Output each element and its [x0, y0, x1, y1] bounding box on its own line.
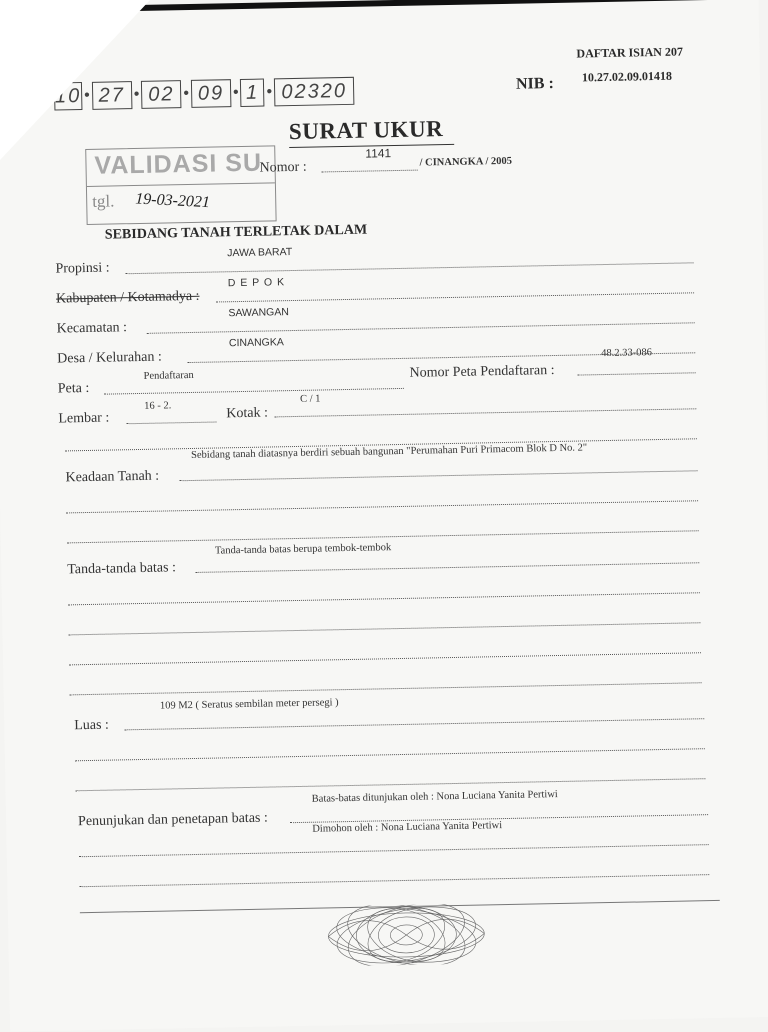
kabupaten-value: D E P O K: [227, 276, 286, 290]
kabupaten-label: Kabupaten / Kotamadya :: [55, 288, 200, 307]
dotted-line: [126, 262, 694, 274]
nomor-label: Nomor :: [259, 159, 307, 176]
dotted-line: [69, 622, 701, 635]
dotted-line: [66, 500, 698, 513]
dotted-line: [322, 170, 418, 173]
keadaan-tanah-label: Keadaan Tanah :: [65, 468, 160, 486]
lembar-label: Lembar :: [58, 410, 110, 427]
nib-box: 1: [240, 79, 265, 107]
box-separator: •: [232, 84, 239, 102]
peta-value: Pendaftaran: [143, 369, 194, 382]
kotak-value: C / 1: [299, 393, 321, 405]
nomor-peta-value: 48.2.33-086: [601, 347, 653, 360]
nomor-value: 1141: [365, 146, 392, 161]
dotted-line: [70, 682, 702, 695]
dotted-line: [216, 292, 694, 302]
box-separator: •: [84, 86, 90, 104]
dotted-line: [147, 322, 695, 334]
dotted-line: [76, 778, 706, 791]
keadaan-tanah-value: Sebidang tanah diatasnya berdiri sebuah bangunan "Perumahan Puri Primacom Blok D No. 2": [191, 442, 588, 462]
penunjukan-value-2: Dimohon oleh : Nona Luciana Yanita Pertiwi: [312, 820, 503, 835]
section-heading: SEBIDANG TANAH TERLETAK DALAM: [104, 222, 368, 243]
nib-box: 09: [191, 79, 232, 108]
kotak-label: Kotak :: [226, 405, 269, 422]
dotted-line: [126, 422, 216, 425]
nomor-peta-label: Nomor Peta Pendaftaran :: [409, 363, 555, 381]
box-separator: •: [266, 83, 273, 101]
dotted-line: [68, 592, 700, 605]
form-code: DAFTAR ISIAN 207: [576, 44, 684, 61]
dotted-line: [578, 372, 696, 375]
nib-box: 02320: [274, 77, 355, 107]
page-title: SURAT UKUR: [288, 116, 444, 145]
dotted-line: [195, 562, 699, 573]
kecamatan-value: SAWANGAN: [228, 306, 289, 320]
peta-label: Peta :: [57, 380, 90, 397]
stamp-date-value: 19-03-2021: [134, 190, 211, 212]
luas-label: Luas :: [74, 717, 110, 734]
tanda-batas-value: Tanda-tanda batas berupa tembok-tembok: [214, 542, 392, 557]
penunjukan-value-1: Batas-batas ditunjukan oleh : Nona Luciana Yanita Pertiwi: [311, 789, 558, 805]
penunjukan-label: Penunjukan dan penetapan batas :: [77, 810, 268, 830]
kecamatan-label: Kecamatan :: [56, 320, 128, 337]
nib-box: 10: [54, 82, 83, 111]
nomor-suffix: / CINANGKA / 2005: [419, 155, 513, 169]
dotted-line: [75, 748, 705, 761]
stamp-title: VALIDASI SU: [94, 148, 263, 180]
nib-label: NIB :: [515, 74, 554, 93]
stamp-date-label: tgl.: [92, 191, 115, 211]
tanda-batas-label: Tanda-tanda batas :: [67, 560, 177, 578]
dotted-line: [124, 718, 704, 730]
propinsi-label: Propinsi :: [55, 260, 110, 277]
dotted-line: [79, 844, 709, 857]
lembar-value: 16 - 2.: [144, 400, 172, 412]
scan-edge: [130, 0, 758, 11]
nib-box: 02: [141, 80, 182, 109]
folded-corner: [0, 0, 150, 160]
desa-value: CINANGKA: [228, 336, 284, 350]
dotted-line: [180, 470, 698, 481]
nib-value: 10.27.02.09.01418: [581, 68, 673, 85]
dotted-line: [104, 388, 404, 395]
desa-label: Desa / Kelurahan :: [57, 349, 162, 367]
propinsi-value: JAWA BARAT: [227, 246, 293, 260]
box-separator: •: [183, 84, 190, 103]
dotted-line: [69, 652, 701, 665]
nib-box: 27: [92, 81, 133, 110]
guilloche-seal: [326, 903, 487, 966]
dotted-line: [79, 874, 709, 887]
box-separator: •: [133, 85, 140, 104]
stamp-divider: [87, 182, 275, 187]
dotted-line: [274, 408, 696, 417]
luas-value: 109 M2 ( Seratus sembilan meter persegi ): [159, 697, 339, 712]
